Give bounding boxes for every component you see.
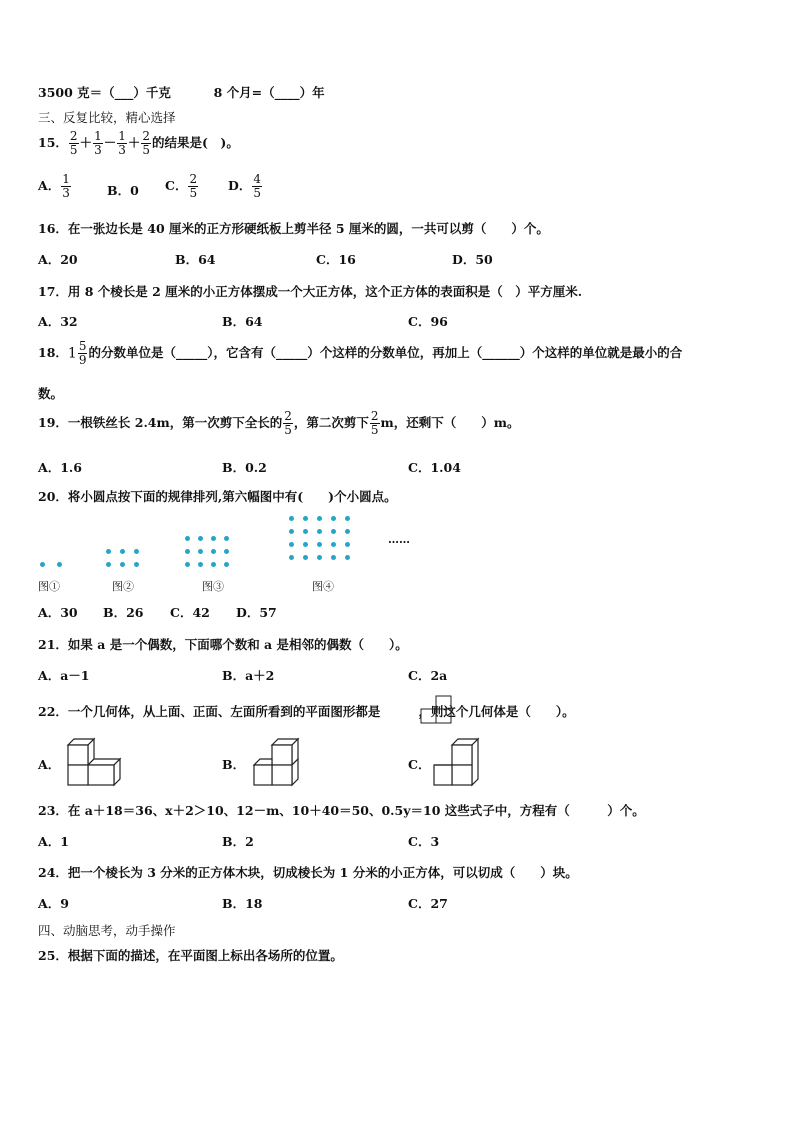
option-a[interactable]: A．1.6	[38, 460, 82, 475]
option-a[interactable]: A．32	[38, 314, 78, 329]
pattern-dot	[224, 536, 229, 541]
unit-conversion-line	[38, 83, 325, 101]
question-text: 的结果是( )。	[152, 135, 239, 150]
question-25: 25．根据下面的描述，在平面图上标出各场所的位置。	[38, 948, 343, 963]
option-a[interactable]: A．a－1	[38, 668, 90, 683]
option-a[interactable]: A．	[38, 757, 61, 772]
cube-solid-a-icon[interactable]	[64, 737, 130, 789]
pattern-dot	[317, 555, 322, 560]
pattern-dot	[57, 562, 62, 567]
pattern-dot	[224, 549, 229, 554]
pattern-dot	[303, 555, 308, 560]
figure-caption: 图④	[312, 580, 334, 593]
option-c[interactable]: C．27	[408, 896, 448, 911]
question-number: 18．	[38, 345, 68, 360]
pattern-dot	[198, 549, 203, 554]
fraction: $\frac{2}{5}$	[142, 129, 151, 157]
pattern-dot	[331, 529, 336, 534]
pattern-dot	[120, 562, 125, 567]
pattern-dot	[303, 516, 308, 521]
pattern-dot	[198, 536, 203, 541]
option-a[interactable]: A．20	[38, 252, 78, 267]
pattern-dot	[211, 549, 216, 554]
pattern-dot	[106, 549, 111, 554]
conversion-months: 8 个月=（____）年	[213, 85, 325, 100]
pattern-dot	[345, 542, 350, 547]
cube-solid-b-icon[interactable]	[252, 737, 308, 789]
option-a[interactable]: A．30	[38, 605, 78, 620]
conversion-grams: 3500 克＝（___）千克	[38, 85, 171, 100]
option-b[interactable]: B．26	[103, 605, 144, 620]
pattern-dot	[40, 562, 45, 567]
pattern-dot	[317, 516, 322, 521]
question-19: 19．一根铁丝长 2.4m，第一次剪下全长的 $\frac{2}{5}$ ，第二次剪下 $\frac{2}{5}$ m，还剩下（ ）m。	[38, 409, 520, 437]
option-c[interactable]: C．3	[408, 834, 440, 849]
pattern-dot	[211, 562, 216, 567]
figure-caption: 图③	[202, 580, 224, 593]
option-d[interactable]: D．50	[452, 252, 493, 267]
option-b[interactable]: B．64	[222, 314, 263, 329]
pattern-dot	[331, 555, 336, 560]
question-21: 21．如果 a 是一个偶数，下面哪个数和 a 是相邻的偶数（ ）。	[38, 637, 408, 652]
pattern-dot	[224, 562, 229, 567]
fraction: $\frac{1}{3}$	[118, 129, 126, 157]
question-18: 18．1 $\frac{5}{9}$ 的分数单位是（_____），它含有（_____）个这样的分数单位，再加上（______）个这样的单位就是最小的合	[38, 339, 683, 367]
question-18-continued: 数。	[38, 386, 64, 401]
option-b[interactable]: B．18	[222, 896, 263, 911]
figure-caption: 图②	[112, 580, 134, 593]
pattern-dot	[120, 549, 125, 554]
option-a[interactable]: A．9	[38, 896, 69, 911]
pattern-dot	[211, 536, 216, 541]
pattern-dot	[317, 529, 322, 534]
question-15: 15． $\frac{2}{5}$ ＋ $\frac{1}{3}$ － $\frac{1}{3}$ ＋ $\frac{2}{5}$ 的结果是( )。	[38, 129, 239, 157]
option-d[interactable]: D． $\frac{4}{5}$	[228, 172, 261, 200]
question-24: 24．把一个棱长为 3 分米的正方体木块，切成棱长为 1 分米的小正方体，可以切成（ ）块。	[38, 865, 578, 880]
pattern-dot	[345, 516, 350, 521]
option-b[interactable]: B．a＋2	[222, 668, 275, 683]
option-c[interactable]: C．96	[408, 314, 448, 329]
option-c[interactable]: C．42	[170, 605, 210, 620]
option-b[interactable]: B．64	[175, 252, 216, 267]
option-b[interactable]: B．0	[107, 183, 139, 198]
pattern-dot	[289, 555, 294, 560]
pattern-dot	[198, 562, 203, 567]
option-a[interactable]: A． $\frac{1}{3}$	[38, 172, 70, 200]
question-23: 23．在 a＋18＝36、x＋2＞10、12－m、10＋40＝50、0.5y＝10 这些式子中，方程有（ ）个。	[38, 803, 645, 818]
pattern-dot	[345, 529, 350, 534]
option-c[interactable]: C．16	[316, 252, 356, 267]
figure-caption: 图①	[38, 580, 60, 593]
option-b[interactable]: B．0.2	[222, 460, 267, 475]
pattern-dot	[289, 529, 294, 534]
cube-solid-c-icon[interactable]	[432, 737, 488, 789]
option-a[interactable]: A．1	[38, 834, 69, 849]
question-16: 16．在一张边长是 40 厘米的正方形硬纸板上剪半径 5 厘米的圆，一共可以剪（ ）个。	[38, 221, 549, 236]
option-d[interactable]: D．57	[236, 605, 277, 620]
pattern-dot	[134, 549, 139, 554]
pattern-dot	[185, 562, 190, 567]
option-c[interactable]: C． $\frac{2}{5}$	[165, 172, 198, 200]
option-c[interactable]: C．1.04	[408, 460, 461, 475]
pattern-dot	[185, 536, 190, 541]
question-17: 17．用 8 个棱长是 2 厘米的小正方体摆成一个大正方体，这个正方体的表面积是（ ）平方厘米.	[38, 284, 583, 299]
option-c[interactable]: C．2a	[408, 668, 448, 683]
pattern-dot	[331, 542, 336, 547]
pattern-dot	[106, 562, 111, 567]
fraction: $\frac{2}{5}$	[69, 129, 78, 157]
question-22: 22．一个几何体，从上面、正面、左面所看到的平面图形都是 ，则这个几何体是（ ）。	[38, 704, 575, 719]
pattern-dot	[185, 549, 190, 554]
pattern-dot	[317, 542, 322, 547]
pattern-dot	[289, 542, 294, 547]
view-shape-icon	[420, 695, 454, 725]
pattern-dot	[303, 542, 308, 547]
pattern-dot	[303, 529, 308, 534]
option-c[interactable]: C．	[408, 757, 431, 772]
pattern-dot	[331, 516, 336, 521]
option-b[interactable]: B．2	[222, 834, 254, 849]
option-b[interactable]: B．	[222, 757, 246, 772]
question-text: 的分数单位是（_____），它含有（_____）个这样的分数单位，再加上（______）个这样的单位就是最小的合	[88, 345, 683, 360]
pattern-dot	[289, 516, 294, 521]
question-number: 15．	[38, 135, 68, 150]
section-three-heading: 三、反复比较，精心选择	[38, 110, 176, 125]
pattern-dot	[345, 555, 350, 560]
fraction: $\frac{1}{3}$	[94, 129, 102, 157]
pattern-dot	[134, 562, 139, 567]
ellipsis: ……	[388, 533, 410, 546]
question-20: 20．将小圆点按下面的规律排列,第六幅图中有( )个小圆点。	[38, 489, 397, 504]
section-four-heading: 四、动脑思考，动手操作	[38, 923, 176, 938]
